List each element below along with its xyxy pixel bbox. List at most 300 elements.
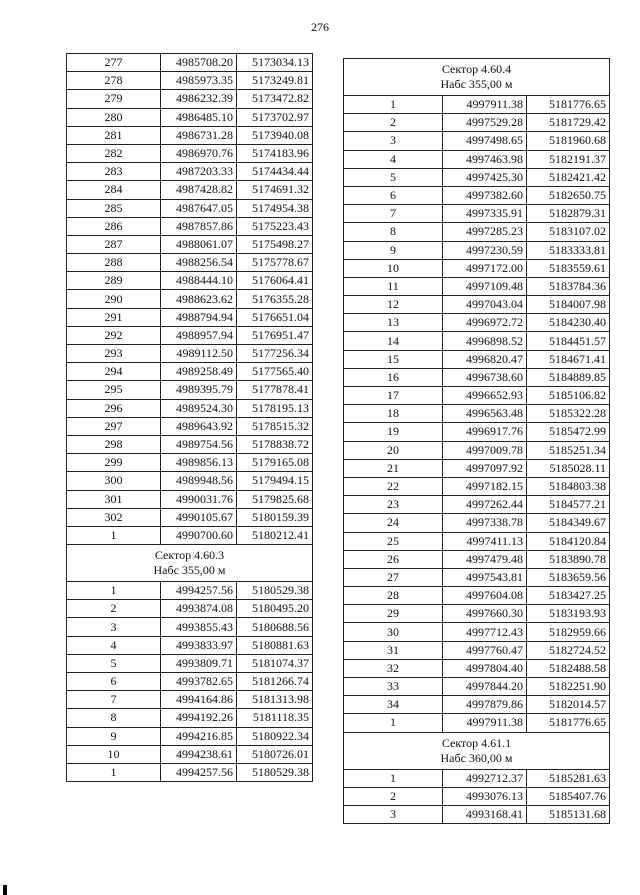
point-number-cell: 8 (344, 223, 443, 241)
y-coordinate-cell: 5185407.76 (527, 787, 610, 805)
point-number-cell: 4 (344, 150, 443, 168)
point-number-cell: 292 (67, 326, 161, 344)
x-coordinate-cell: 4997879.86 (443, 696, 527, 714)
point-number-cell: 34 (344, 696, 443, 714)
x-coordinate-cell: 4997009.78 (443, 441, 527, 459)
x-coordinate-cell: 4997043.04 (443, 296, 527, 314)
y-coordinate-cell: 5180726.01 (237, 745, 313, 763)
y-coordinate-cell: 5182014.57 (527, 696, 610, 714)
y-coordinate-cell: 5177878.41 (237, 381, 313, 399)
table-row (67, 709, 313, 727)
table-row (67, 308, 313, 326)
point-number-cell: 280 (67, 108, 161, 126)
table-row (67, 345, 313, 363)
y-coordinate-cell: 5184230.40 (527, 314, 610, 332)
y-coordinate-cell: 5182421.42 (527, 168, 610, 186)
table-row (67, 490, 313, 508)
table-row (67, 727, 313, 745)
sector-elevation: Набс 360,00 м (440, 750, 513, 765)
y-coordinate-cell: 5181960.68 (527, 132, 610, 150)
y-coordinate-cell: 5185281.63 (527, 769, 610, 787)
x-coordinate-cell: 4985973.35 (161, 72, 237, 90)
x-coordinate-cell: 4994257.56 (161, 763, 237, 781)
table-row (344, 259, 610, 277)
table-row (344, 132, 610, 150)
section-header (67, 545, 313, 582)
table-row (67, 363, 313, 381)
x-coordinate-cell: 4997425.30 (443, 168, 527, 186)
y-coordinate-cell: 5180881.63 (237, 636, 313, 654)
x-coordinate-cell: 4997285.23 (443, 223, 527, 241)
table-row (344, 605, 610, 623)
y-coordinate-cell: 5185322.28 (527, 405, 610, 423)
x-coordinate-cell: 4988061.07 (161, 235, 237, 253)
x-coordinate-cell: 4985708.20 (161, 54, 237, 72)
y-coordinate-cell: 5177256.34 (237, 345, 313, 363)
table-row (344, 223, 610, 241)
point-number-cell: 6 (344, 186, 443, 204)
y-coordinate-cell: 5173940.08 (237, 126, 313, 144)
point-number-cell: 283 (67, 163, 161, 181)
x-coordinate-cell: 4987428.82 (161, 181, 237, 199)
point-number-cell: 11 (344, 277, 443, 295)
y-coordinate-cell: 5179494.15 (237, 472, 313, 490)
point-number-cell: 28 (344, 587, 443, 605)
point-number-cell: 32 (344, 659, 443, 677)
point-number-cell: 298 (67, 435, 161, 453)
table-row (344, 314, 610, 332)
x-coordinate-cell: 4990031.76 (161, 490, 237, 508)
y-coordinate-cell: 5173702.97 (237, 108, 313, 126)
x-coordinate-cell: 4986485.10 (161, 108, 237, 126)
point-number-cell: 286 (67, 217, 161, 235)
table-row (344, 459, 610, 477)
point-number-cell: 23 (344, 496, 443, 514)
point-number-cell: 12 (344, 296, 443, 314)
table-row (67, 618, 313, 636)
table-row (344, 405, 610, 423)
point-number-cell: 296 (67, 399, 161, 417)
y-coordinate-cell: 5185472.99 (527, 423, 610, 441)
x-coordinate-cell: 4997712.43 (443, 623, 527, 641)
table-row (67, 673, 313, 691)
scan-edge-mark (3, 885, 7, 895)
y-coordinate-cell: 5183333.81 (527, 241, 610, 259)
y-coordinate-cell: 5173249.81 (237, 72, 313, 90)
x-coordinate-cell: 4993855.43 (161, 618, 237, 636)
sector-title: Сектор 4.60.4 (441, 62, 512, 76)
y-coordinate-cell: 5184803.38 (527, 477, 610, 495)
x-coordinate-cell: 4990700.60 (161, 526, 237, 544)
x-coordinate-cell: 4988623.62 (161, 290, 237, 308)
y-coordinate-cell: 5182191.37 (527, 150, 610, 168)
point-number-cell: 277 (67, 54, 161, 72)
x-coordinate-cell: 4997804.40 (443, 659, 527, 677)
point-number-cell: 33 (344, 678, 443, 696)
point-number-cell: 2 (344, 114, 443, 132)
y-coordinate-cell: 5175498.27 (237, 235, 313, 253)
table-row (67, 600, 313, 618)
point-number-cell: 22 (344, 477, 443, 495)
point-number-cell: 9 (344, 241, 443, 259)
point-number-cell: 301 (67, 490, 161, 508)
y-coordinate-cell: 5173472.82 (237, 90, 313, 108)
table-row (67, 526, 313, 544)
point-number-cell: 1 (67, 763, 161, 781)
y-coordinate-cell: 5179825.68 (237, 490, 313, 508)
x-coordinate-cell: 4997382.60 (443, 186, 527, 204)
x-coordinate-cell: 4992712.37 (443, 769, 527, 787)
x-coordinate-cell: 4997109.48 (443, 277, 527, 295)
point-number-cell: 1 (67, 526, 161, 544)
y-coordinate-cell: 5181074.37 (237, 654, 313, 672)
point-number-cell: 7 (344, 205, 443, 223)
section-header (344, 59, 610, 96)
x-coordinate-cell: 4996898.52 (443, 332, 527, 350)
point-number-cell: 290 (67, 290, 161, 308)
x-coordinate-cell: 4997479.48 (443, 550, 527, 568)
point-number-cell: 281 (67, 126, 161, 144)
table-row (344, 514, 610, 532)
y-coordinate-cell: 5182650.75 (527, 186, 610, 204)
point-number-cell: 1 (344, 714, 443, 732)
table-row (67, 90, 313, 108)
page-number: 276 (311, 20, 329, 34)
coordinates-table-left (66, 53, 313, 782)
table-row (67, 745, 313, 763)
y-coordinate-cell: 5179165.08 (237, 454, 313, 472)
y-coordinate-cell: 5180495.20 (237, 600, 313, 618)
table-row (344, 550, 610, 568)
sector-elevation: Набс 355,00 м (153, 563, 226, 578)
x-coordinate-cell: 4993809.71 (161, 654, 237, 672)
coordinates-table-right (343, 58, 610, 824)
point-number-cell: 6 (67, 673, 161, 691)
table-row (67, 181, 313, 199)
table-row (67, 72, 313, 90)
table-row (344, 769, 610, 787)
y-coordinate-cell: 5184120.84 (527, 532, 610, 550)
y-coordinate-cell: 5183427.25 (527, 587, 610, 605)
y-coordinate-cell: 5174183.96 (237, 144, 313, 162)
section-header-row (344, 732, 610, 769)
y-coordinate-cell: 5182724.52 (527, 641, 610, 659)
point-number-cell: 17 (344, 387, 443, 405)
point-number-cell: 1 (67, 582, 161, 600)
table-row (67, 126, 313, 144)
table-row (344, 441, 610, 459)
point-number-cell: 20 (344, 441, 443, 459)
y-coordinate-cell: 5180212.41 (237, 526, 313, 544)
x-coordinate-cell: 4997911.38 (443, 714, 527, 732)
y-coordinate-cell: 5184007.98 (527, 296, 610, 314)
y-coordinate-cell: 5175223.43 (237, 217, 313, 235)
table-row (344, 350, 610, 368)
point-number-cell: 8 (67, 709, 161, 727)
table-row (344, 332, 610, 350)
y-coordinate-cell: 5184889.85 (527, 368, 610, 386)
x-coordinate-cell: 4997230.59 (443, 241, 527, 259)
point-number-cell: 285 (67, 199, 161, 217)
x-coordinate-cell: 4996917.76 (443, 423, 527, 441)
x-coordinate-cell: 4997498.65 (443, 132, 527, 150)
x-coordinate-cell: 4989754.56 (161, 435, 237, 453)
x-coordinate-cell: 4996563.48 (443, 405, 527, 423)
x-coordinate-cell: 4988794.94 (161, 308, 237, 326)
y-coordinate-cell: 5183659.56 (527, 568, 610, 586)
y-coordinate-cell: 5174434.44 (237, 163, 313, 181)
point-number-cell: 293 (67, 345, 161, 363)
point-number-cell: 282 (67, 144, 161, 162)
y-coordinate-cell: 5181776.65 (527, 96, 610, 114)
x-coordinate-cell: 4997760.47 (443, 641, 527, 659)
x-coordinate-cell: 4997844.20 (443, 678, 527, 696)
table-row (344, 532, 610, 550)
point-number-cell: 13 (344, 314, 443, 332)
x-coordinate-cell: 4993874.08 (161, 600, 237, 618)
table-row (67, 144, 313, 162)
point-number-cell: 291 (67, 308, 161, 326)
x-coordinate-cell: 4997338.78 (443, 514, 527, 532)
y-coordinate-cell: 5174954.38 (237, 199, 313, 217)
table-row (67, 654, 313, 672)
x-coordinate-cell: 4994238.61 (161, 745, 237, 763)
x-coordinate-cell: 4989856.13 (161, 454, 237, 472)
table-row (344, 168, 610, 186)
y-coordinate-cell: 5177565.40 (237, 363, 313, 381)
x-coordinate-cell: 4997529.28 (443, 114, 527, 132)
point-number-cell: 31 (344, 641, 443, 659)
y-coordinate-cell: 5183890.78 (527, 550, 610, 568)
x-coordinate-cell: 4988957.94 (161, 326, 237, 344)
x-coordinate-cell: 4996652.93 (443, 387, 527, 405)
table-row (344, 387, 610, 405)
y-coordinate-cell: 5181266.74 (237, 673, 313, 691)
y-coordinate-cell: 5174691.32 (237, 181, 313, 199)
point-number-cell: 26 (344, 550, 443, 568)
y-coordinate-cell: 5180529.38 (237, 582, 313, 600)
x-coordinate-cell: 4997411.13 (443, 532, 527, 550)
table-row (67, 381, 313, 399)
table-row (344, 641, 610, 659)
x-coordinate-cell: 4989948.56 (161, 472, 237, 490)
table-row (67, 399, 313, 417)
table-row (67, 163, 313, 181)
y-coordinate-cell: 5183193.93 (527, 605, 610, 623)
point-number-cell: 1 (344, 96, 443, 114)
point-number-cell: 7 (67, 691, 161, 709)
point-number-cell: 29 (344, 605, 443, 623)
table-row (344, 496, 610, 514)
point-number-cell: 3 (344, 132, 443, 150)
x-coordinate-cell: 4997660.30 (443, 605, 527, 623)
point-number-cell: 297 (67, 417, 161, 435)
point-number-cell: 19 (344, 423, 443, 441)
y-coordinate-cell: 5184577.21 (527, 496, 610, 514)
point-number-cell: 27 (344, 568, 443, 586)
table-row (344, 150, 610, 168)
point-number-cell: 21 (344, 459, 443, 477)
x-coordinate-cell: 4997604.08 (443, 587, 527, 605)
point-number-cell: 10 (344, 259, 443, 277)
table-row (67, 582, 313, 600)
point-number-cell: 278 (67, 72, 161, 90)
table-row (344, 587, 610, 605)
sector-elevation: Набс 355,00 м (440, 77, 513, 91)
x-coordinate-cell: 4993782.65 (161, 673, 237, 691)
table-row (344, 623, 610, 641)
y-coordinate-cell: 5181729.42 (527, 114, 610, 132)
point-number-cell: 30 (344, 623, 443, 641)
table-row (67, 417, 313, 435)
point-number-cell: 300 (67, 472, 161, 490)
x-coordinate-cell: 4989643.92 (161, 417, 237, 435)
point-number-cell: 279 (67, 90, 161, 108)
x-coordinate-cell: 4997097.92 (443, 459, 527, 477)
y-coordinate-cell: 5175778.67 (237, 254, 313, 272)
point-number-cell: 4 (67, 636, 161, 654)
x-coordinate-cell: 4986232.39 (161, 90, 237, 108)
table-row (344, 368, 610, 386)
y-coordinate-cell: 5182488.58 (527, 659, 610, 677)
table-row (344, 241, 610, 259)
sector-title: Сектор 4.61.1 (441, 735, 512, 750)
x-coordinate-cell: 4994164.86 (161, 691, 237, 709)
point-number-cell: 2 (344, 787, 443, 805)
x-coordinate-cell: 4987857.86 (161, 217, 237, 235)
section-header-row (67, 545, 313, 582)
point-number-cell: 302 (67, 508, 161, 526)
table-row (344, 277, 610, 295)
point-number-cell: 16 (344, 368, 443, 386)
point-number-cell: 14 (344, 332, 443, 350)
x-coordinate-cell: 4997463.98 (443, 150, 527, 168)
y-coordinate-cell: 5178515.32 (237, 417, 313, 435)
point-number-cell: 5 (67, 654, 161, 672)
point-number-cell: 5 (344, 168, 443, 186)
table-row (67, 691, 313, 709)
point-number-cell: 294 (67, 363, 161, 381)
point-number-cell: 2 (67, 600, 161, 618)
y-coordinate-cell: 5185131.68 (527, 805, 610, 823)
table-row (344, 678, 610, 696)
x-coordinate-cell: 4996972.72 (443, 314, 527, 332)
y-coordinate-cell: 5181776.65 (527, 714, 610, 732)
table-row (344, 96, 610, 114)
y-coordinate-cell: 5178195.13 (237, 399, 313, 417)
point-number-cell: 288 (67, 254, 161, 272)
x-coordinate-cell: 4997335.91 (443, 205, 527, 223)
table-row (344, 787, 610, 805)
x-coordinate-cell: 4997262.44 (443, 496, 527, 514)
x-coordinate-cell: 4986970.76 (161, 144, 237, 162)
y-coordinate-cell: 5184451.57 (527, 332, 610, 350)
table-row (67, 472, 313, 490)
table-row (344, 296, 610, 314)
point-number-cell: 15 (344, 350, 443, 368)
x-coordinate-cell: 4997543.81 (443, 568, 527, 586)
point-number-cell: 9 (67, 727, 161, 745)
x-coordinate-cell: 4994257.56 (161, 582, 237, 600)
x-coordinate-cell: 4997182.15 (443, 477, 527, 495)
table-row (67, 435, 313, 453)
x-coordinate-cell: 4986731.28 (161, 126, 237, 144)
table-row (67, 108, 313, 126)
x-coordinate-cell: 4993168.41 (443, 805, 527, 823)
table-row (67, 508, 313, 526)
table-row (67, 217, 313, 235)
y-coordinate-cell: 5180688.56 (237, 618, 313, 636)
y-coordinate-cell: 5180922.34 (237, 727, 313, 745)
y-coordinate-cell: 5176651.04 (237, 308, 313, 326)
point-number-cell: 289 (67, 272, 161, 290)
y-coordinate-cell: 5185251.34 (527, 441, 610, 459)
point-number-cell: 299 (67, 454, 161, 472)
table-row (344, 477, 610, 495)
x-coordinate-cell: 4996820.47 (443, 350, 527, 368)
x-coordinate-cell: 4993833.97 (161, 636, 237, 654)
point-number-cell: 24 (344, 514, 443, 532)
y-coordinate-cell: 5182251.90 (527, 678, 610, 696)
x-coordinate-cell: 4988444.10 (161, 272, 237, 290)
y-coordinate-cell: 5176355.28 (237, 290, 313, 308)
x-coordinate-cell: 4997172.00 (443, 259, 527, 277)
x-coordinate-cell: 4990105.67 (161, 508, 237, 526)
point-number-cell: 3 (344, 805, 443, 823)
table-row (344, 186, 610, 204)
y-coordinate-cell: 5182879.31 (527, 205, 610, 223)
x-coordinate-cell: 4994216.85 (161, 727, 237, 745)
section-header (344, 732, 610, 769)
x-coordinate-cell: 4994192.26 (161, 709, 237, 727)
table-row (67, 235, 313, 253)
table-row (344, 114, 610, 132)
table-row (67, 454, 313, 472)
y-coordinate-cell: 5185028.11 (527, 459, 610, 477)
section-header-row (344, 59, 610, 96)
y-coordinate-cell: 5176951.47 (237, 326, 313, 344)
y-coordinate-cell: 5178838.72 (237, 435, 313, 453)
y-coordinate-cell: 5183559.61 (527, 259, 610, 277)
y-coordinate-cell: 5180159.39 (237, 508, 313, 526)
table-row (67, 272, 313, 290)
table-row (67, 254, 313, 272)
y-coordinate-cell: 5180529.38 (237, 763, 313, 781)
y-coordinate-cell: 5183107.02 (527, 223, 610, 241)
x-coordinate-cell: 4993076.13 (443, 787, 527, 805)
point-number-cell: 18 (344, 405, 443, 423)
y-coordinate-cell: 5183784.36 (527, 277, 610, 295)
table-row (344, 696, 610, 714)
table-row (344, 423, 610, 441)
y-coordinate-cell: 5181118.35 (237, 709, 313, 727)
y-coordinate-cell: 5182959.66 (527, 623, 610, 641)
y-coordinate-cell: 5173034.13 (237, 54, 313, 72)
x-coordinate-cell: 4989112.50 (161, 345, 237, 363)
y-coordinate-cell: 5181313.98 (237, 691, 313, 709)
table-row (67, 290, 313, 308)
x-coordinate-cell: 4989524.30 (161, 399, 237, 417)
y-coordinate-cell: 5176064.41 (237, 272, 313, 290)
x-coordinate-cell: 4988256.54 (161, 254, 237, 272)
table-row (344, 205, 610, 223)
table-row (67, 763, 313, 781)
table-row (344, 568, 610, 586)
x-coordinate-cell: 4989395.79 (161, 381, 237, 399)
point-number-cell: 295 (67, 381, 161, 399)
point-number-cell: 10 (67, 745, 161, 763)
table-row (344, 659, 610, 677)
